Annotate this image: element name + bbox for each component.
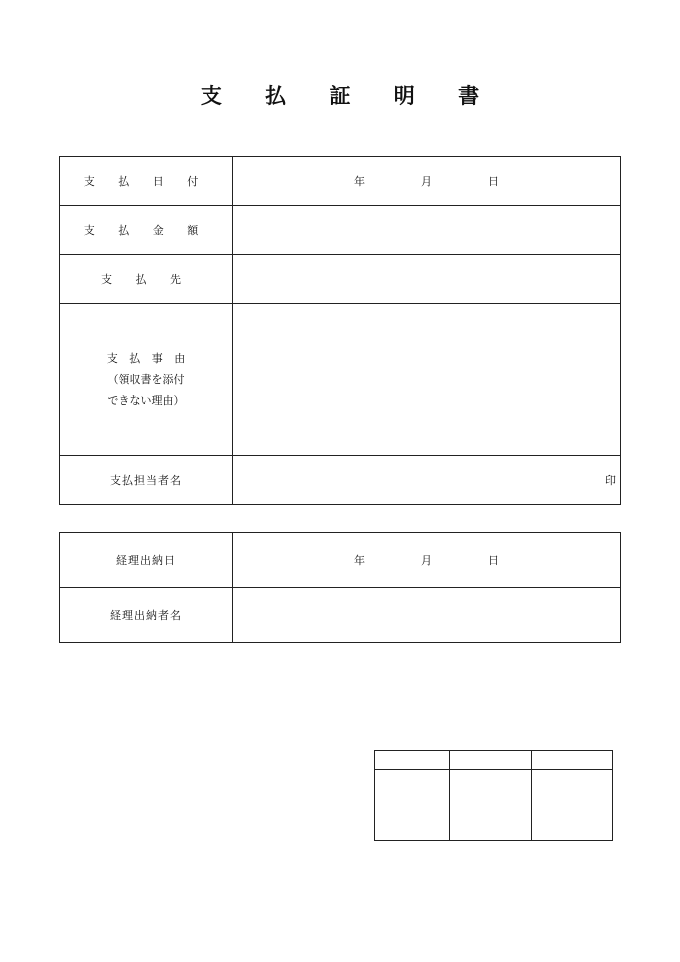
payment-person-field[interactable] — [233, 456, 621, 505]
stamp-header-cell — [532, 751, 613, 770]
accounting-form — [59, 532, 621, 643]
payment-reason-label: 支 払 事 由 （領収書を添付 できない理由） — [60, 304, 233, 456]
stamp-cell[interactable] — [450, 770, 532, 841]
accounting-date-label: 経理出納日 — [60, 533, 233, 588]
month-marker: 月 — [421, 175, 432, 188]
stamp-cell[interactable] — [375, 770, 450, 841]
page-title: 支 払 証 明 書 — [200, 84, 498, 108]
day-marker: 日 — [488, 554, 499, 567]
accounting-date-row — [60, 533, 621, 588]
payment-reason-row — [60, 304, 621, 456]
accounting-person-label: 経理出納者名 — [60, 588, 233, 643]
payment-amount-row — [60, 206, 621, 255]
payment-date-field[interactable] — [233, 157, 621, 206]
year-marker: 年 — [354, 554, 365, 567]
stamp-cell[interactable] — [532, 770, 613, 841]
payment-person-row — [60, 456, 621, 505]
payee-label: 支 払 先 — [60, 255, 233, 304]
payment-date-row — [60, 157, 621, 206]
stamp-header-cell — [375, 751, 450, 770]
accounting-person-row — [60, 588, 621, 643]
accounting-person-field[interactable] — [233, 588, 621, 643]
payment-date-label: 支 払 日 付 — [60, 157, 233, 206]
payee-field[interactable] — [233, 255, 621, 304]
payment-amount-field[interactable] — [233, 206, 621, 255]
payment-amount-label: 支 払 金 額 — [60, 206, 233, 255]
accounting-date-field[interactable] — [233, 533, 621, 588]
month-marker: 月 — [421, 554, 432, 567]
payment-form — [59, 156, 621, 505]
day-marker: 日 — [488, 175, 499, 188]
year-marker: 年 — [354, 175, 365, 188]
approval-stamp-box — [374, 750, 613, 841]
payment-person-label: 支払担当者名 — [60, 456, 233, 505]
stamp-header-cell — [450, 751, 532, 770]
payee-row — [60, 255, 621, 304]
seal-mark: 印 — [605, 474, 616, 487]
stamp-body-row — [375, 770, 613, 841]
payment-reason-field[interactable] — [233, 304, 621, 456]
stamp-header-row — [375, 751, 613, 770]
